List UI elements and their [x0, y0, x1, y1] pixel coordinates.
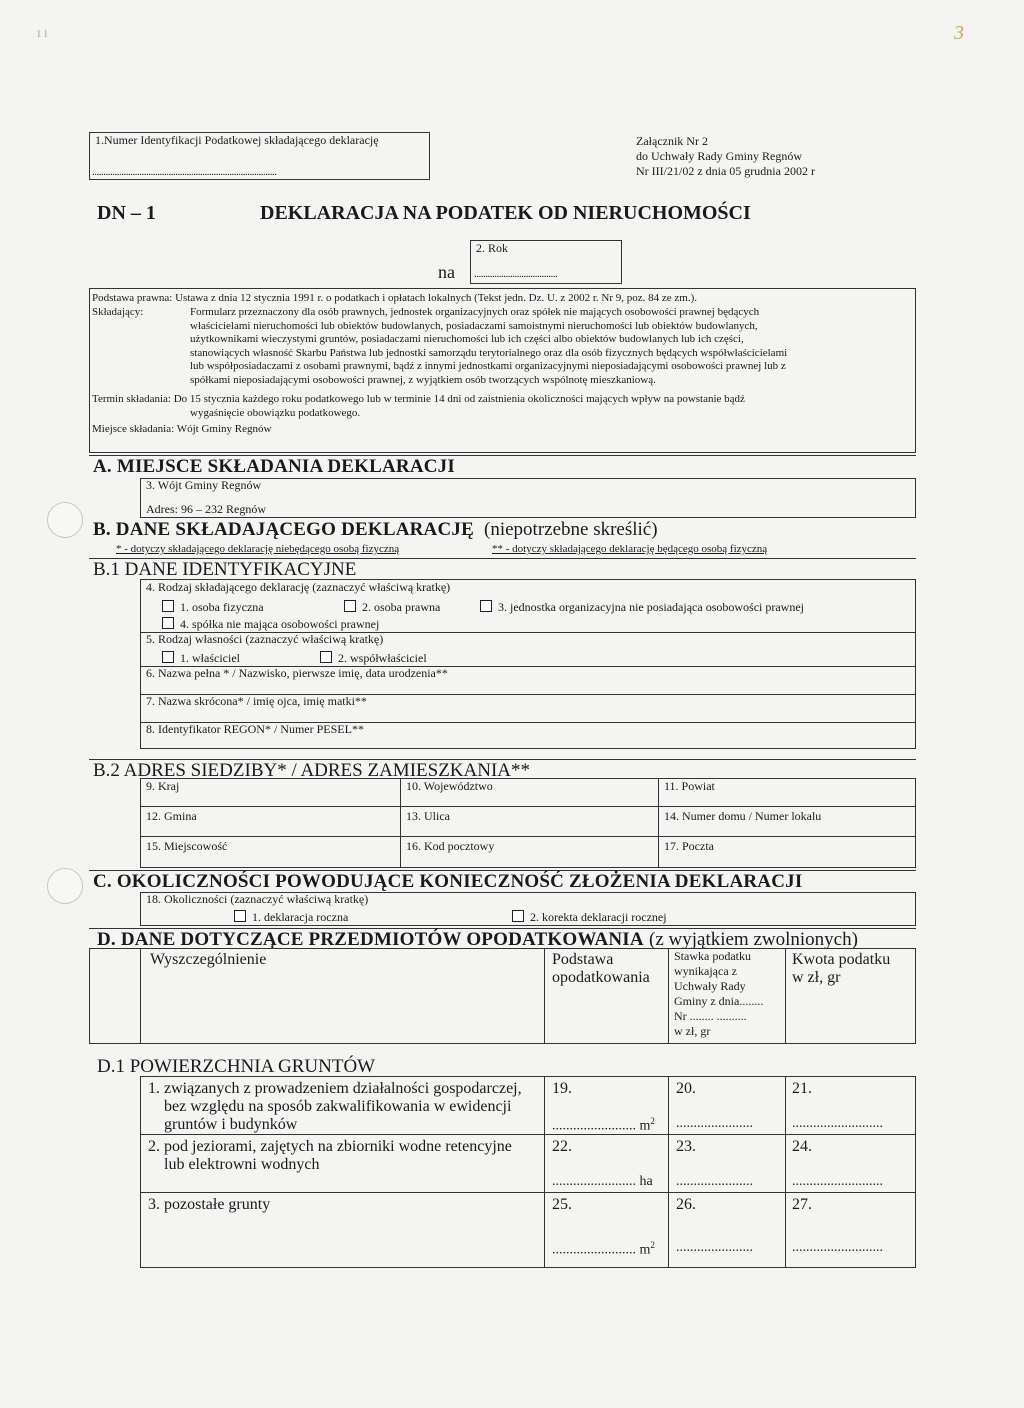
note-double-star: ** - dotyczy składającego deklarację będącego osobą fizyczną [492, 543, 768, 555]
d1-row-1-base-no: 19. [552, 1080, 572, 1097]
checkbox-icon[interactable] [162, 651, 174, 663]
attachment-line-2: do Uchwały Rady Gminy Regnów [636, 149, 802, 163]
line-b2-col2 [658, 778, 659, 868]
section-b-title: B. DANE SKŁADAJĄCEGO DEKLARACJĘ [93, 519, 474, 540]
section-b1-title: B.1 DANE IDENTYFIKACYJNE [93, 559, 357, 580]
col-header-amount-2: w zł, gr [792, 969, 841, 986]
nip-field[interactable]: .................................................................................. [92, 166, 277, 178]
nip-label: 1.Numer Identyfikacji Podatkowej składającego deklarację [95, 133, 379, 147]
col-header-description: Wyszczególnienie [150, 951, 267, 968]
d1-row-2-amount-no: 24. [792, 1138, 812, 1155]
checkbox-icon[interactable] [512, 910, 524, 922]
section-d1-title: D.1 POWIERZCHNIA GRUNTÓW [97, 1056, 376, 1077]
col-header-base-2: opodatkowania [552, 969, 650, 986]
d-col-sep-0 [140, 948, 141, 1044]
base-dots: ........................ m [552, 1242, 651, 1258]
field-10-label: 10. Województwo [406, 779, 493, 793]
field-14-label: 14. Numer domu / Numer lokalu [664, 809, 822, 823]
form-title: DEKLARACJA NA PODATEK OD NIERUCHOMOŚCI [260, 202, 751, 224]
d1-row-1-base-field[interactable] [552, 1116, 655, 1135]
unit-superscript: 2 [650, 1116, 655, 1126]
punch-hole-bottom [47, 868, 83, 904]
section-c-title: C. OKOLICZNOŚCI POWODUJĄCE KONIECZNOŚĆ ZŁOŻENIA DEKLARACJI [93, 871, 803, 892]
option-label: 2. współwłaściciel [338, 651, 427, 665]
attachment-line-1: Załącznik Nr 2 [636, 134, 708, 148]
field-13-label: 13. Ulica [406, 809, 450, 823]
deadline-line-1: Termin składania: Do 15 stycznia każdego roku podatkowego lub w terminie 14 dni od zaistnienia okoliczności mających wpływ na powstanie bądź [92, 393, 745, 405]
section-d-note: (z wyjątkiem zwolnionych) [649, 929, 858, 950]
d1-row-1-desc-2: bez względu na sposób zakwalifikowania w ewidencji [164, 1098, 512, 1115]
base-dots: ........................ m [552, 1118, 651, 1134]
d1-row-1-amount-no: 21. [792, 1080, 812, 1097]
d-col-sep-3 [785, 948, 786, 1044]
field-18-label: 18. Okoliczności (zaznaczyć właściwą kratkę) [146, 892, 369, 906]
field-17-label: 17. Poczta [664, 839, 714, 853]
option-label: 2. osoba prawna [362, 600, 441, 614]
d1-row-3-desc-1: 3. pozostałe grunty [148, 1196, 271, 1213]
corner-mark-right: 3 [954, 22, 964, 44]
field-4-label: 4. Rodzaj składającego deklarację (zaznaczyć właściwą kratkę) [146, 580, 451, 594]
filer-line-6: spółkami nieposiadającymi osobowości prawnej, z wyjątkiem osób tworzących wspólnotę mieszkaniową. [190, 373, 656, 386]
col-header-rate-5: Nr ........ .......... [674, 1009, 747, 1023]
line-b2-col1 [400, 778, 401, 868]
field-12-label: 12. Gmina [146, 809, 197, 823]
filer-line-5: lub współposiadaczami z osobami prawnymi, bądź z innymi jednostkami organizacyjnymi nieposiadającymi osobowości prawnej lub z [190, 360, 786, 373]
option-label: 1. osoba fizyczna [180, 600, 264, 614]
d1-row-2-rate-no: 23. [676, 1138, 696, 1155]
d1-row-1-desc-1: 1. związanych z prowadzeniem działalności gospodarczej, [148, 1080, 522, 1097]
d1-row-2-desc-2: lub elektrowni wodnych [164, 1156, 320, 1173]
attachment-line-3: Nr III/21/02 z dnia 05 grudnia 2002 r [636, 164, 815, 178]
address-label: Adres: 96 – 232 Regnów [146, 502, 266, 516]
col-header-rate-6: w zł, gr [674, 1024, 711, 1038]
col-header-amount-1: Kwota podatku [792, 951, 891, 968]
field-5-option-1[interactable] [162, 651, 240, 666]
field-4-option-1[interactable] [162, 600, 264, 615]
field-8-label: 8. Identyfikator REGON* / Numer PESEL** [146, 722, 364, 736]
checkbox-icon[interactable] [344, 600, 356, 612]
d1-row-3-rate-no: 26. [676, 1196, 696, 1213]
d1-row-sep-2 [140, 1192, 916, 1193]
checkbox-icon[interactable] [162, 600, 174, 612]
field-15-label: 15. Miejscowość [146, 839, 228, 853]
field-18-option-1[interactable] [234, 910, 348, 925]
d1-row-1-rate-field[interactable]: ...................... [676, 1116, 753, 1131]
filer-line-2: właścicielami nieruchomości lub obiektów budowlanych, posiadaczami samoistnymi nieruchomości lub obiektów budowlanych, [190, 319, 758, 332]
checkbox-icon[interactable] [162, 617, 174, 629]
d1-row-2-rate-field[interactable]: ...................... [676, 1174, 753, 1189]
base-dots: ........................ ha [552, 1174, 653, 1189]
field-18-option-2[interactable] [512, 910, 667, 925]
checkbox-icon[interactable] [320, 651, 332, 663]
field-6-label: 6. Nazwa pełna * / Nazwisko, pierwsze imię, data urodzenia** [146, 666, 448, 680]
col-header-base-1: Podstawa [552, 951, 614, 968]
option-label: 3. jednostka organizacyjna nie posiadająca osobowości prawnej [498, 600, 805, 614]
section-a-title: A. MIEJSCE SKŁADANIA DEKLARACJI [93, 456, 455, 477]
field-4-option-3[interactable] [480, 600, 804, 615]
form-code: DN – 1 [97, 202, 156, 224]
field-16-label: 16. Kod pocztowy [406, 839, 495, 853]
d-col-sep-1 [544, 948, 545, 1044]
d1-col-sep-1 [544, 1076, 545, 1268]
d1-row-3-base-field[interactable] [552, 1240, 655, 1259]
field-11-label: 11. Powiat [664, 779, 715, 793]
option-label: 1. deklaracja roczna [252, 910, 349, 924]
d1-row-3-amount-field[interactable]: .......................... [792, 1240, 883, 1255]
field-7-label: 7. Nazwa skrócona* / imię ojca, imię matki** [146, 694, 367, 708]
note-single-star: * - dotyczy składającego deklarację niebędącego osobą fizyczną [116, 543, 400, 555]
field-5-option-2[interactable] [320, 651, 427, 666]
field-4-option-4[interactable] [162, 617, 379, 632]
d1-row-1-rate-no: 20. [676, 1080, 696, 1097]
d1-row-3-amount-no: 27. [792, 1196, 812, 1213]
legal-basis: Podstawa prawna: Ustawa z dnia 12 stycznia 1991 r. o podatkach i opłatach lokalnych (Tekst jedn. Dz. U. z 2002 r. Nr 9, poz. 84 ze zm.). [92, 292, 697, 304]
filer-line-1: Formularz przeznaczony dla osób prawnych, jednostek organizacyjnych oraz spółek nie mających osobowości prawnej będących [190, 306, 760, 318]
section-b-note: (niepotrzebne skreślić) [484, 519, 658, 540]
year-field[interactable]: ..................................... [474, 268, 558, 280]
d1-row-2-amount-field[interactable]: .......................... [792, 1174, 883, 1189]
corner-mark-left: 1 ł [36, 28, 48, 40]
d1-row-2-desc-1: 2. pod jeziorami, zajętych na zbiorniki wodne retencyjne [148, 1138, 512, 1155]
d-col-sep-2 [668, 948, 669, 1044]
field-3-label: 3. Wójt Gminy Regnów [146, 478, 262, 492]
d1-row-2-base-no: 22. [552, 1138, 572, 1155]
filer-line-3: użytkownikami wieczystymi gruntów, posiadaczami nieruchomości lub ich części albo obiektów budowlanych lub ich części, [190, 333, 744, 346]
checkbox-icon[interactable] [234, 910, 246, 922]
filer-label: Składający: [92, 306, 144, 318]
col-header-rate-4: Gminy z dnia........ [674, 994, 764, 1008]
legal-text [92, 292, 912, 306]
field-5-label: 5. Rodzaj własności (zaznaczyć właściwą kratkę) [146, 632, 384, 646]
line-b2-row2 [140, 806, 916, 807]
d1-col-sep-2 [668, 1076, 669, 1268]
filer-text [190, 306, 912, 388]
col-header-rate-2: wynikająca z [674, 964, 737, 978]
unit-superscript: 2 [650, 1240, 655, 1250]
punch-hole-top [47, 502, 83, 538]
field-4-option-2[interactable] [344, 600, 440, 615]
place-of-filing: Miejsce składania: Wójt Gminy Regnów [92, 423, 272, 435]
filer-line-4: stanowiących własność Skarbu Państwa lub jednostki samorządu terytorialnego oraz dla osób fizycznych będących współwłaścicielami [190, 346, 788, 359]
d1-row-3-rate-field[interactable]: ...................... [676, 1240, 753, 1255]
d1-row-3-base-no: 25. [552, 1196, 572, 1213]
d1-row-1-amount-field[interactable]: .......................... [792, 1116, 883, 1131]
d1-row-1-desc-3: gruntów i budynków [164, 1116, 298, 1133]
section-b2-title: B.2 ADRES SIEDZIBY* / ADRES ZAMIESZKANIA** [93, 760, 531, 781]
d1-row-2-base-field[interactable] [552, 1174, 653, 1190]
line-b2-row3 [140, 836, 916, 837]
deadline-line-2: wygaśnięcie obowiązku podatkowego. [190, 407, 361, 419]
d1-col-sep-3 [785, 1076, 786, 1268]
col-header-rate-1: Stawka podatku [674, 949, 751, 963]
col-header-rate-3: Uchwały Rady [674, 979, 746, 993]
option-label: 1. właściciel [180, 651, 240, 665]
year-label: 2. Rok [476, 241, 509, 255]
option-label: 4. spółka nie mająca osobowości prawnej [180, 617, 380, 631]
section-d-title: D. DANE DOTYCZĄCE PRZEDMIOTÓW OPODATKOWANIA [97, 929, 644, 950]
checkbox-icon[interactable] [480, 600, 492, 612]
option-label: 2. korekta deklaracji rocznej [530, 910, 667, 924]
year-prefix: na [438, 262, 455, 282]
field-9-label: 9. Kraj [146, 779, 180, 793]
